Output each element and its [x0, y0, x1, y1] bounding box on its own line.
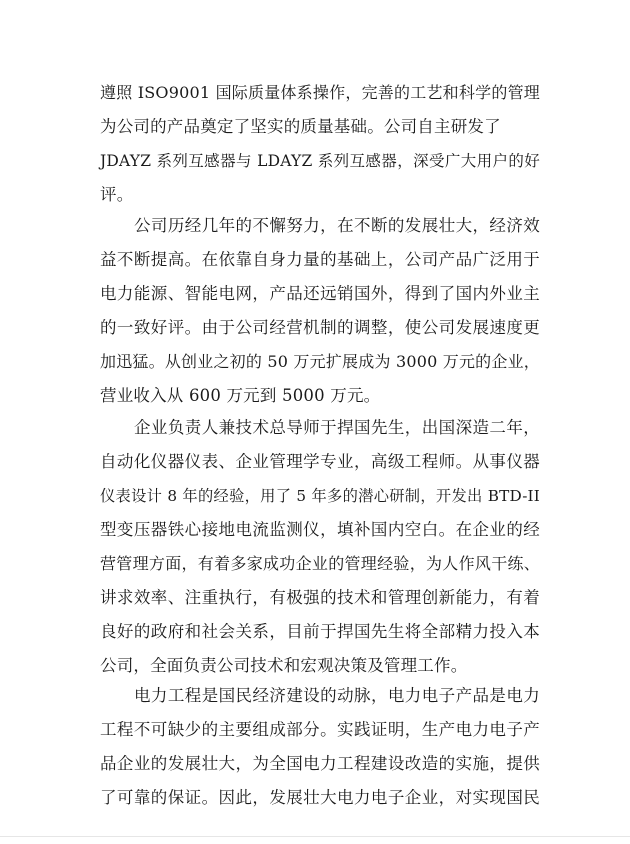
text-line: 自动化仪器仪表、企业管理学专业，高级工程师。从事仪器	[100, 452, 540, 471]
text-line: 电力能源、智能电网，产品还远销国外，得到了国内外业主	[100, 284, 540, 303]
paragraph-quality-system	[100, 76, 540, 212]
text-line: 仪表设计 8 年的经验，用了 5 年多的潜心研制，开发出 BTD-II	[100, 487, 540, 505]
text-line: 型变压器铁心接地电流监测仪，填补国内空白。在企业的经	[100, 520, 540, 539]
text-line: 品企业的发展壮大，为全国电力工程建设改造的实施，提供	[100, 754, 540, 773]
text-line: 加迅猛。从创业之初的 50 万元扩展成为 3000 万元的企业，	[100, 352, 540, 371]
text-line: 益不断提高。在依靠自身力量的基础上，公司产品广泛用于	[100, 250, 540, 269]
text-line: 评。	[100, 185, 134, 204]
page-bottom-divider	[0, 836, 630, 837]
text-line: 公司，全面负责公司技术和宏观决策及管理工作。	[100, 656, 468, 675]
text-line: JDAYZ 系列互感器与 LDAYZ 系列互感器，深受广大用户的好	[100, 152, 540, 170]
text-line: 遵照 ISO9001 国际质量体系操作，完善的工艺和科学的管理	[100, 83, 540, 102]
text-line: 为公司的产品奠定了坚实的质量基础。公司自主研发了	[100, 117, 501, 136]
text-line: 电力工程是国民经济建设的动脉，电力电子产品是电力	[134, 686, 540, 705]
text-line: 公司历经几年的不懈努力，在不断的发展壮大，经济效	[134, 216, 540, 235]
text-line: 了可靠的保证。因此，发展壮大电力电子企业，对实现国民	[100, 788, 540, 807]
text-line: 营管理方面，有着多家成功企业的管理经验，为人作风干练、	[100, 554, 540, 573]
text-line: 营业收入从 600 万元到 5000 万元。	[100, 386, 381, 405]
text-line: 工程不可缺少的主要组成部分。实践证明，生产电力电子产	[100, 720, 540, 739]
text-line: 的一致好评。由于公司经营机制的调整，使公司发展速度更	[100, 318, 540, 337]
paragraph-power-engineering	[100, 679, 540, 815]
paragraph-company-leader	[100, 411, 540, 683]
text-line: 讲求效率、注重执行，有极强的技术和管理创新能力，有着	[100, 588, 540, 607]
text-line: 良好的政府和社会关系，目前于捍国先生将全部精力投入本	[100, 622, 540, 641]
paragraph-company-growth	[100, 209, 540, 413]
text-line: 企业负责人兼技术总导师于捍国先生，出国深造二年，	[134, 418, 540, 437]
